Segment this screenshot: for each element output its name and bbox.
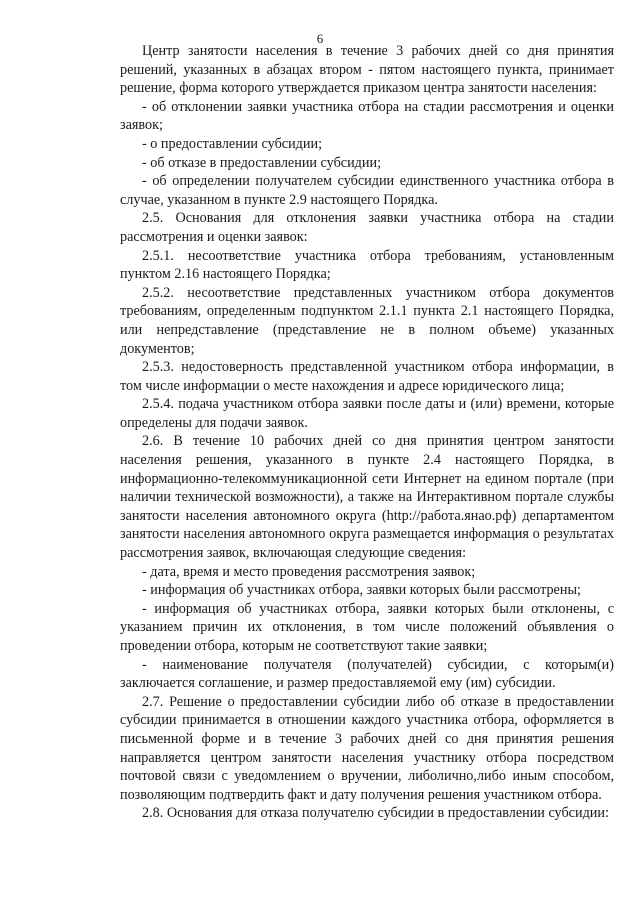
section-paragraph: 2.6. В течение 10 рабочих дней со дня принятия центром занятости населения решения, указанного в пункте 2.4 настоящего Порядка, в информационно-телекоммуникационной сети Интернет на едином портале (при наличии технической возможности), а также на Интерактивном портале службы занятости населения автономного округа (http://работа.янао.рф) департаментом занятости населения автономного округа размещается информация о результатах рассмотрения заявок, включающая следующие сведения: — [120, 433, 614, 562]
document-body — [120, 42, 614, 823]
subsection-paragraph: 2.5.2. несоответствие представленных участником отбора документов требованиям, определенным подпунктом 2.1.1 пункта 2.1 настоящего Порядка, или непредставление (представление не в полном объеме) указанных документов; — [120, 284, 614, 357]
subsection-paragraph: 2.5.3. недостоверность представленной участником отбора информации, в том числе информации о месте нахождения и адресе юридического лица; — [120, 359, 614, 394]
list-item: - об отклонении заявки участника отбора на стадии рассмотрения и оценки заявок; — [120, 98, 614, 134]
subsection-paragraph: 2.5.4. подача участником отбора заявки после даты и (или) времени, которые определены для подачи заявок. — [120, 396, 614, 431]
paragraph: Центр занятости населения в течение 3 рабочих дней со дня принятия решений, указанных в абзацах втором - пятом настоящего пункта, принимает решение, форма которого утверждается приказом центра занятости населения: — [120, 43, 614, 97]
subsection-paragraph: 2.5.1. несоответствие участника отбора требованиям, установленным пунктом 2.16 настоящего Порядка; — [120, 247, 614, 283]
section-paragraph: 2.7. Решение о предоставлении субсидии либо об отказе в предоставлении субсидии принимается в отношении каждого участника отбора, оформляется в письменной форме и в течение 3 рабочих дней со дня принятия решения направляется центром занятости населения участнику отбора посредством почтовой связи с уведомлением о вручении, либолично,либо иным способом, позволяющим подтвердить факт и дату получения решения участником отбора. — [120, 693, 614, 803]
list-item: - о предоставлении субсидии; — [142, 135, 323, 152]
list-item: - информация об участниках отбора, заявки которых были отклонены, с указанием причин их отклонения, в том числе положений объявления о проведении отбора, которым не соответствуют такие заявки; — [120, 600, 614, 654]
section-paragraph: 2.8. Основания для отказа получателю субсидии в предоставлении субсидии: — [142, 805, 609, 822]
list-item: - дата, время и место проведения рассмотрения заявок; — [142, 563, 476, 580]
page-number: 6 — [316, 31, 324, 46]
list-item: - наименование получателя (получателей) субсидии, с которым(и) заключается соглашение, и размер предоставляемой ему (им) субсидии. — [120, 656, 614, 692]
list-item: - информация об участниках отбора, заявки которых были рассмотрены; — [142, 582, 581, 599]
section-paragraph: 2.5. Основания для отклонения заявки участника отбора на стадии рассмотрения и оценки заявок: — [120, 210, 614, 245]
list-item: - об определении получателем субсидии единственного участника отбора в случае, указанном в пункте 2.9 настоящего Порядка. — [120, 173, 614, 208]
list-item: - об отказе в предоставлении субсидии; — [142, 154, 382, 171]
